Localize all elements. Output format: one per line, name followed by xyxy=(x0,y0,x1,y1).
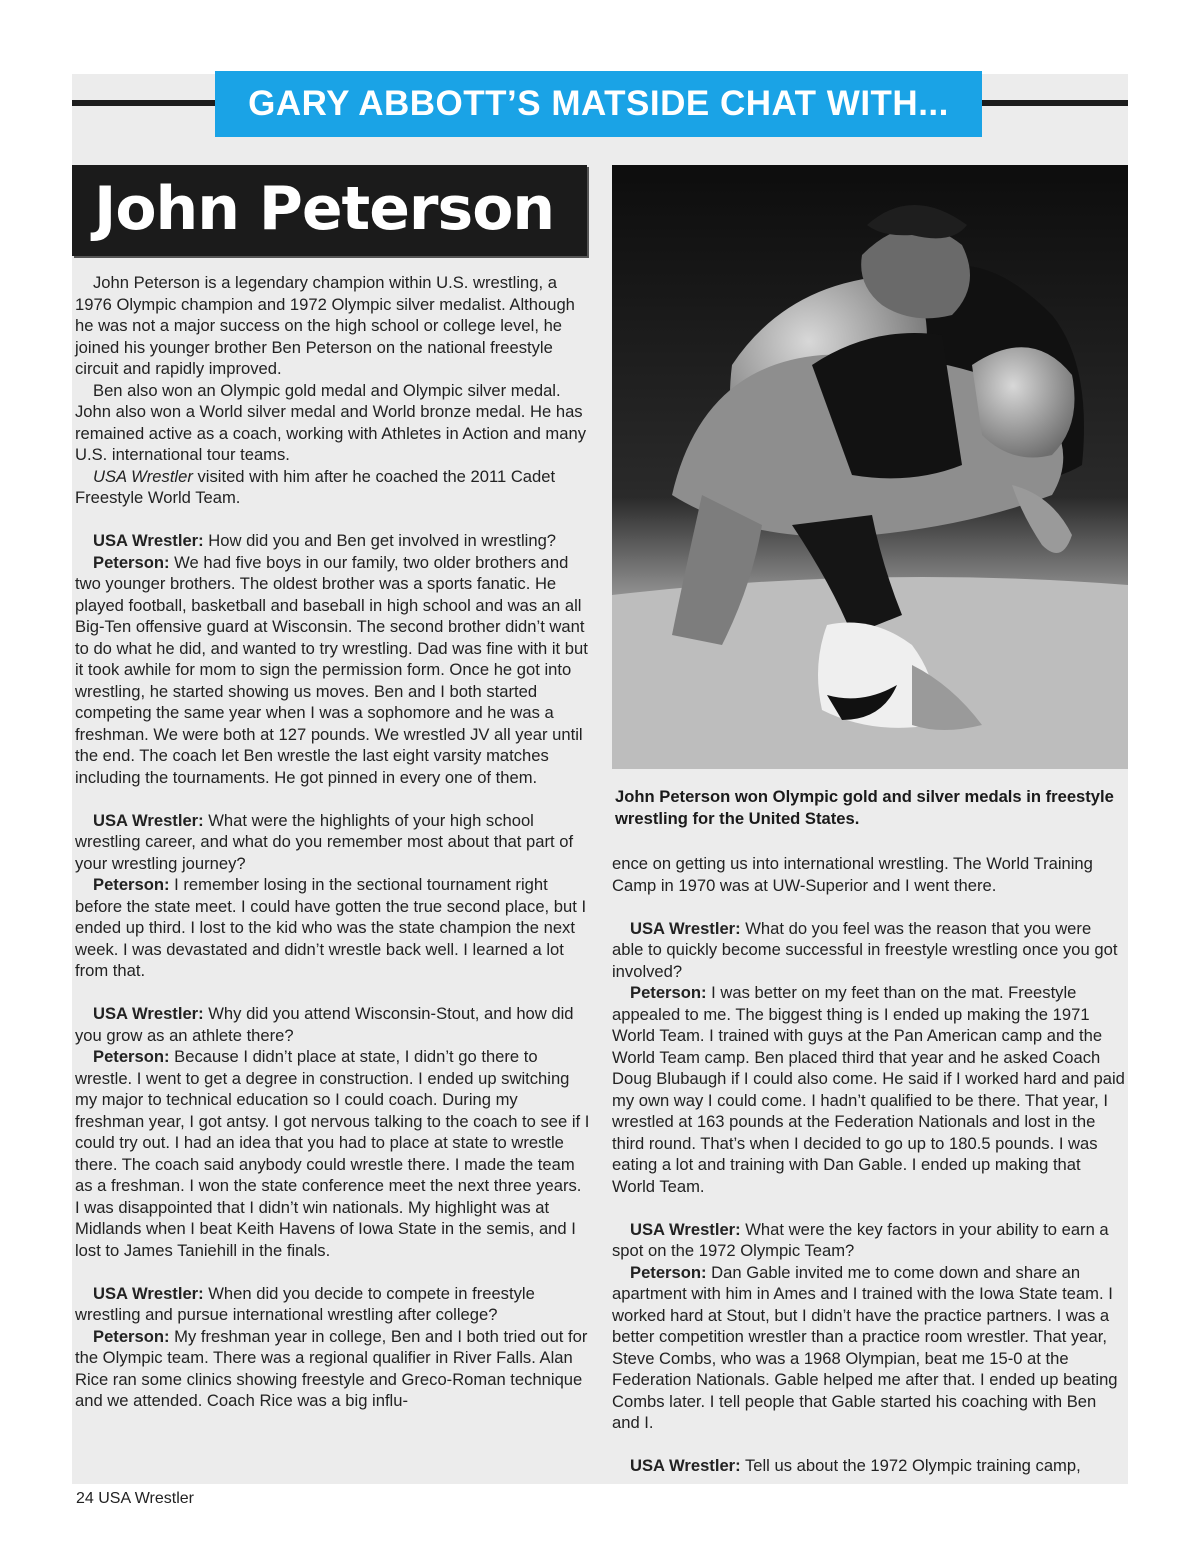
publication-name: USA Wrestler xyxy=(98,1490,194,1507)
question-label: USA Wrestler: xyxy=(93,531,204,550)
question: USA Wrestler: What do you feel was the reason that you were able to quickly become successful in freestyle wrestling once you got involved? xyxy=(612,918,1118,981)
question: USA Wrestler: What were the key factors in your ability to earn a spot on the 1972 Olympic Team? xyxy=(612,1219,1109,1260)
answer-label: Peterson: xyxy=(93,875,170,894)
question: USA Wrestler: What were the highlights of your high school wrestling career, and what do you remember most about that part of your wrestling journey? xyxy=(75,810,574,873)
question-label: USA Wrestler: xyxy=(630,1219,741,1239)
wrestling-photo xyxy=(612,165,1128,769)
answer: Peterson: My freshman year in college, Ben and I both tried out for the Olympic team. There was a regional qualifier in River Falls. Alan Rice ran some clinics showing freestyle and Greco-Roman technique and we attended. Coach Rice was a big influ- xyxy=(75,1326,588,1410)
page-footer xyxy=(76,1490,194,1508)
answer: Peterson: I remember losing in the sectional tournament right before the state meet. I could have gotten the true second place, but I ended up third. I lost to the kid who was the state champion the next week. I was devastated and didn’t wrestle back well. I learned a lot from that. xyxy=(75,875,587,980)
wrestling-photo-illustration xyxy=(612,165,1128,769)
header-rule-right xyxy=(980,100,1128,106)
question-label: USA Wrestler: xyxy=(93,810,204,830)
column-banner: GARY ABBOTT’S MATSIDE CHAT WITH... xyxy=(215,71,982,137)
photo-caption: John Peterson won Olympic gold and silver medals in freestyle wrestling for the United States. xyxy=(615,787,1114,828)
answer: Peterson: We had five boys in our family, two older brothers and two younger brothers. The oldest brother was a sports fanatic. He played football, basketball and baseball in high school and was an all Big-Ten offensive guard at Wisconsin. The second brother didn’t want to do what he did, and wanted to try wrestling. Dad was fine with it but it took awhile for mom to sign the permission form. Once he got into wrestling, he started showing us moves. Ben and I both started competing the same year when I was a sophomore and he was a freshman. We were both at 127 pounds. We wrestled JV all year until the end. The coach let Ben wrestle the last eight varsity matches including the tournaments. He got pinned in every one of them. xyxy=(75,552,588,787)
question: USA Wrestler: Tell us about the 1972 Olympic training camp, xyxy=(630,1456,1081,1475)
right-column xyxy=(612,853,1126,1477)
question: USA Wrestler: Why did you attend Wisconsin-Stout, and how did you grow as an athlete there? xyxy=(75,1004,574,1045)
intro-paragraph: Ben also won an Olympic gold medal and Olympic silver medal. John also won a World silver medal and World bronze medal. He has remained active as a coach, working with Athletes in Action and many U.S. international tour teams. xyxy=(75,380,586,464)
answer: Peterson: I was better on my feet than on the mat. Freestyle appealed to me. The biggest thing is I ended up making the 1971 World Team. I trained with guys at the Pan American camp and the World Team camp. Ben placed third that year and he asked Coach Doug Blubaugh if I could also come. He said if I worked hard and paid my own way I could come. I hadn’t qualified to be there. That year, I wrestled at 163 pounds at the Federation Nationals and lost in the third round. That’s when I decided to go up to 180.5 pounds. I was eating a lot and training with Dan Gable. I ended up making that World Team. xyxy=(612,983,1125,1196)
publication-name: USA Wrestler xyxy=(93,466,193,486)
question-label: USA Wrestler: xyxy=(630,918,741,938)
answer: Peterson: Because I didn’t place at state, I didn’t go there to wrestle. I went to get a degree in construction. I ended up switching my major to technical education so I could coach. During my freshman year, I got antsy. I got nervous talking to the coach to see if I could try out. I had an idea that you had to place at state to wrestle there. The coach said anybody could wrestle there. I made the team as a freshman. I won the state conference meet the next three years. I was disappointed that I didn’t win nationals. My highlight was at Midlands when I beat Keith Havens of Iowa State in the semis, and I lost to James Taniehill in the finals. xyxy=(75,1047,590,1260)
question-label: USA Wrestler: xyxy=(93,1283,204,1303)
answer: Peterson: Dan Gable invited me to come down and share an apartment with him in Ames and I trained with the Iowa State team. I worked hard at Stout, but I didn’t have the practice partners. I was a better competition wrestler than a practice room wrestler. That year, Steve Combs, who was a 1968 Olympian, beat me 15-0 at the Federation Nationals. Gable helped me after that. I ended up beating Combs later. I tell people that Gable started his coaching with Ben and I. xyxy=(612,1262,1118,1432)
name-title-bar xyxy=(72,165,587,256)
answer-label: Peterson: xyxy=(630,983,707,1002)
question-label: USA Wrestler: xyxy=(93,1004,204,1023)
answer-label: Peterson: xyxy=(93,1326,170,1346)
answer-label: Peterson: xyxy=(93,1047,170,1066)
header-rule-left xyxy=(72,100,218,106)
intro-paragraph: John Peterson is a legendary champion within U.S. wrestling, a 1976 Olympic champion and 1972 Olympic silver medalist. Although he was not a major success on the high school or college level, he joined his younger brother Ben Peterson on the national freestyle circuit and rapidly improved. xyxy=(75,273,575,378)
question-label: USA Wrestler: xyxy=(630,1456,741,1475)
intro-paragraph: USA Wrestler visited with him after he coached the 2011 Cadet Freestyle World Team. xyxy=(75,466,556,507)
page-number: 24 xyxy=(76,1490,94,1507)
question: USA Wrestler: When did you decide to compete in freestyle wrestling and pursue international wrestling after college? xyxy=(75,1283,535,1324)
left-column xyxy=(75,272,590,1412)
answer-label: Peterson: xyxy=(93,552,170,572)
answer-continuation: ence on getting us into international wrestling. The World Training Camp in 1970 was at UW-Superior and I went there. xyxy=(612,854,1093,895)
article-title: John Peterson xyxy=(94,174,555,244)
question: USA Wrestler: How did you and Ben get involved in wrestling? xyxy=(93,531,557,550)
answer-label: Peterson: xyxy=(630,1262,707,1282)
